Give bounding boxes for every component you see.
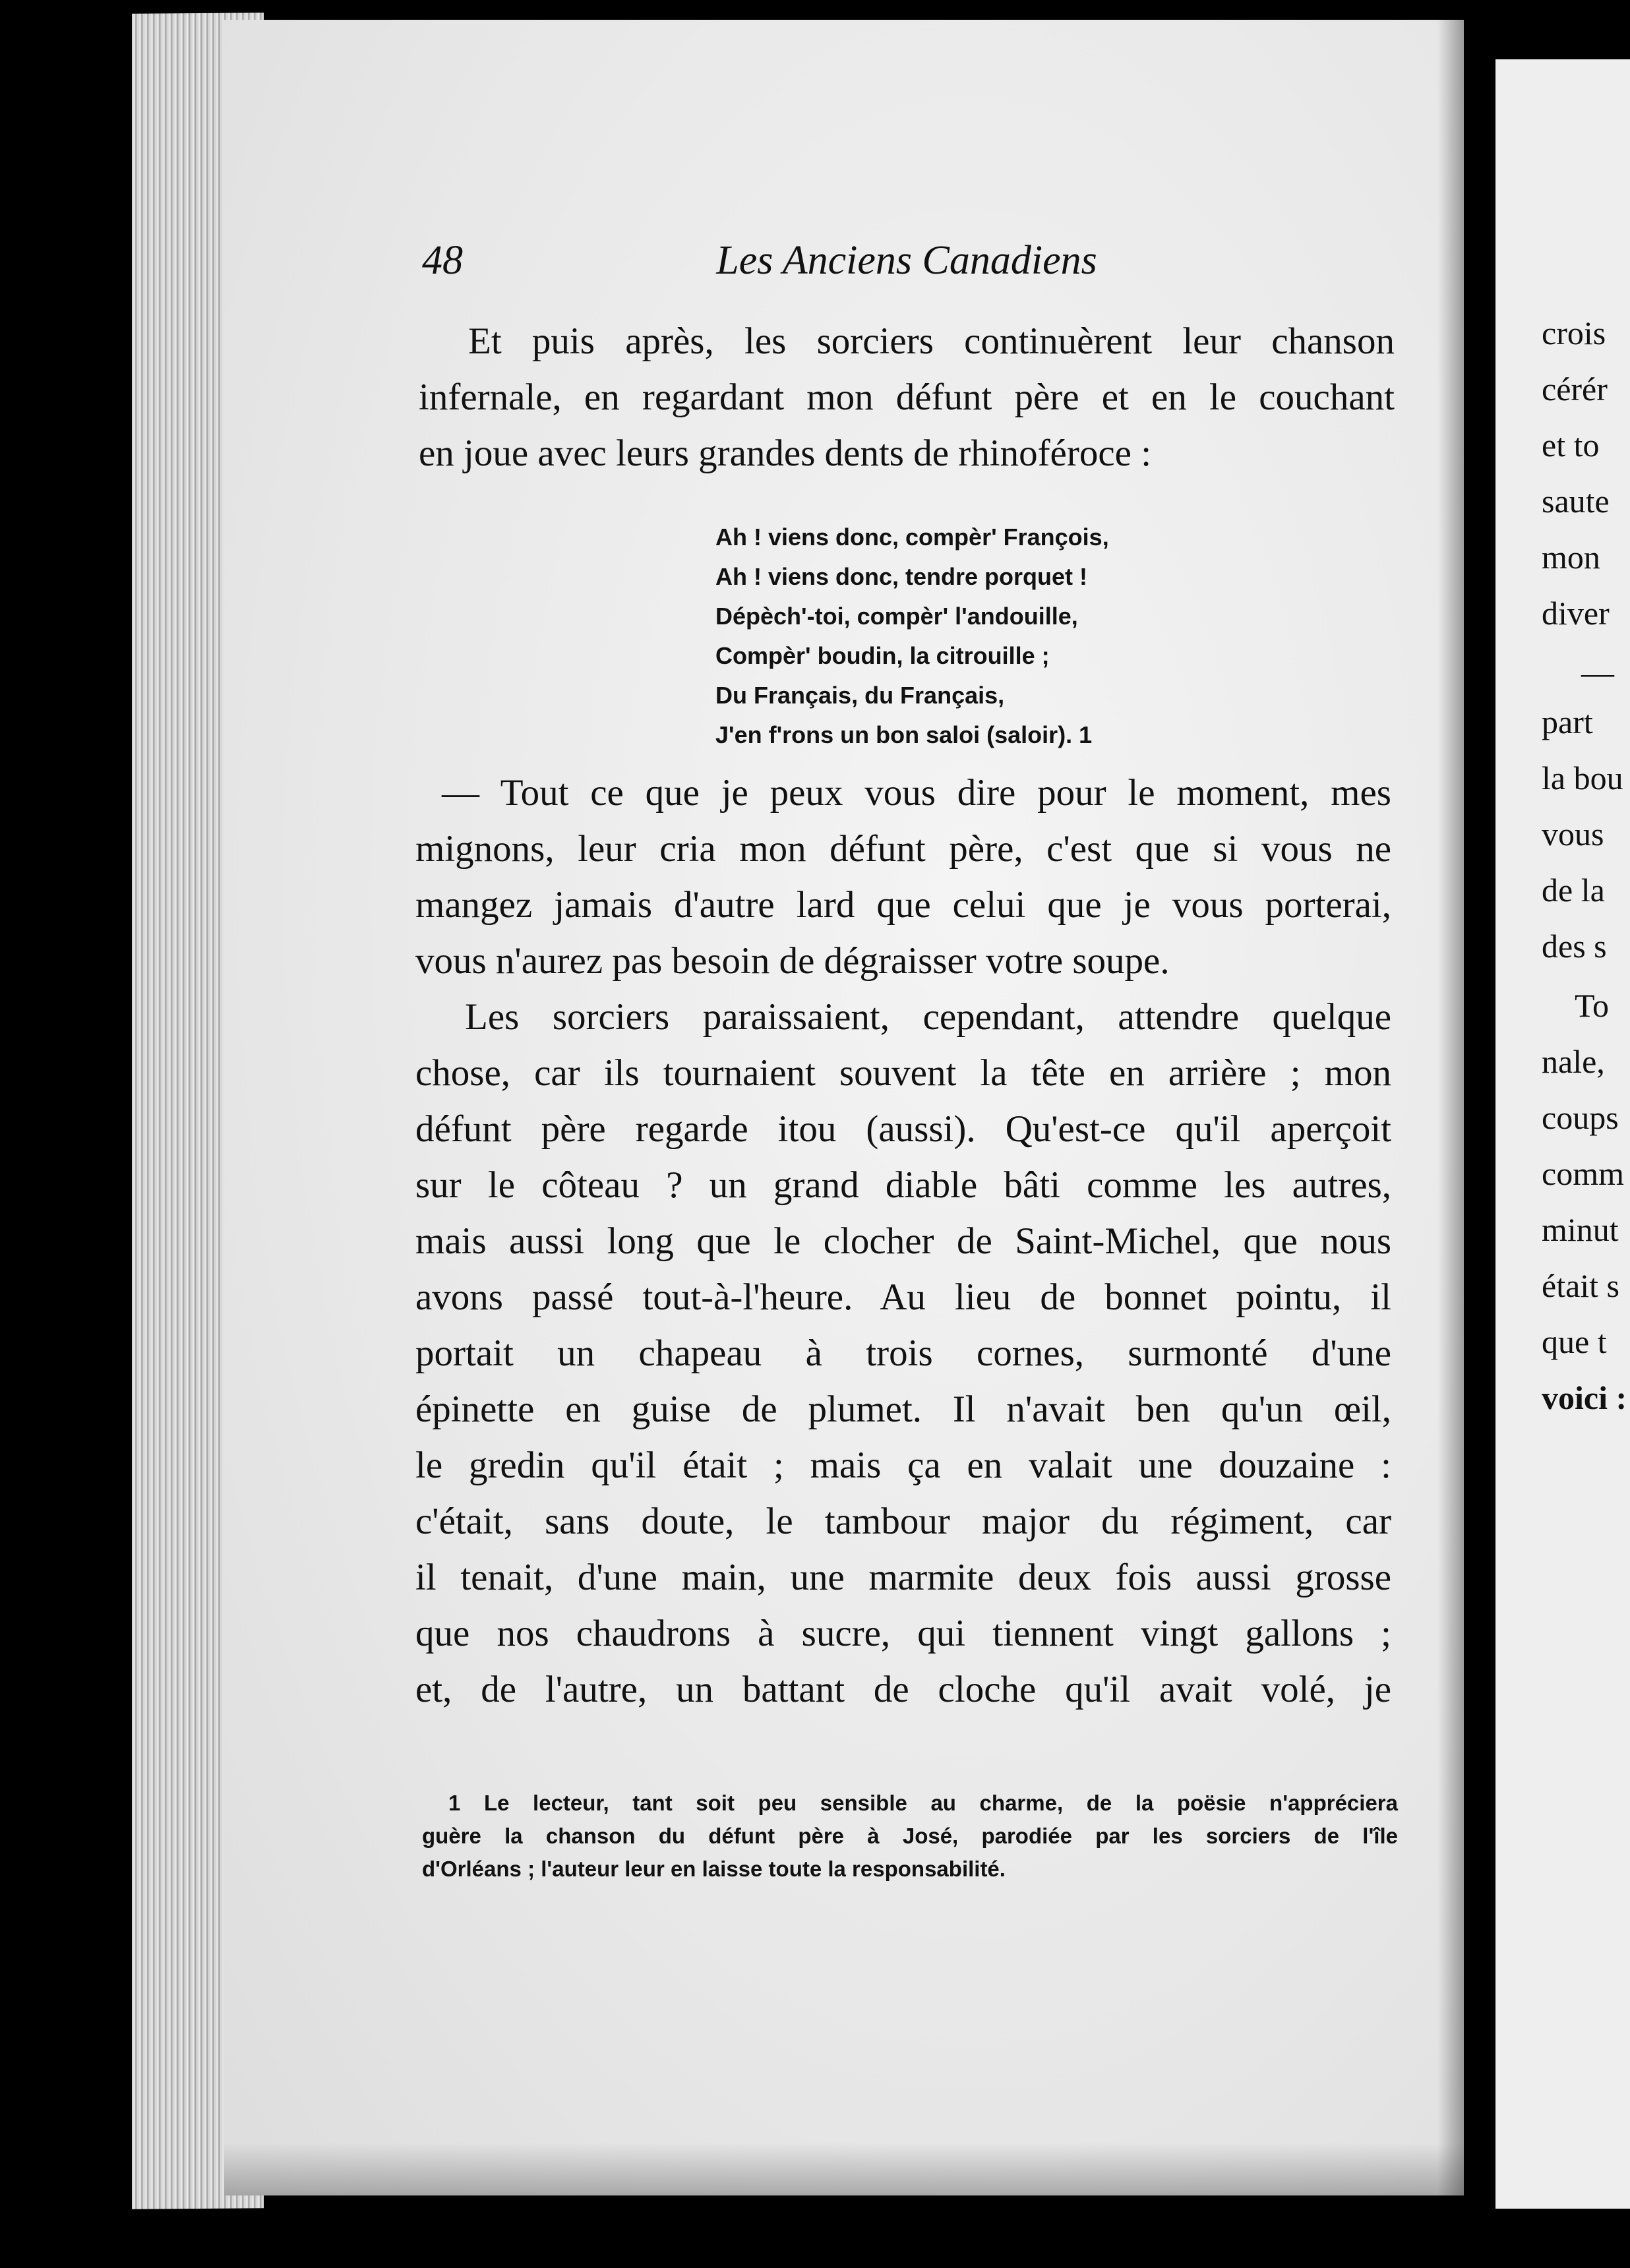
right-fragment: cérér — [1542, 371, 1608, 407]
poem-line: Dépèch'-toi, compèr' l'andouille, — [715, 603, 1078, 630]
right-fragment: de la — [1542, 872, 1605, 909]
text-line: sur le côteau ? un grand diable bâti comme les autres, — [415, 1164, 1391, 1206]
page-number: 48 — [422, 238, 463, 283]
right-fragment: était s — [1542, 1267, 1620, 1304]
poem-line: J'en f'rons un bon saloi (saloir). 1 — [715, 721, 1093, 748]
right-fragment: la bou — [1542, 760, 1623, 796]
right-fragment: To — [1575, 987, 1610, 1024]
text-line: chose, car ils tournaient souvent la tête en arrière ; mon — [415, 1052, 1391, 1094]
text-line: mangez jamais d'autre lard que celui que je vous porterai, — [415, 884, 1391, 926]
right-fragment: — — [1581, 654, 1614, 691]
right-fragment: diver — [1542, 595, 1610, 632]
paragraph-3 — [415, 989, 1391, 1717]
poem-verse — [715, 518, 1109, 755]
right-fragment: nale, — [1542, 1043, 1605, 1080]
book-title: Les Anciens Canadiens — [716, 238, 1097, 283]
right-fragment: et to — [1542, 427, 1600, 463]
text-line: mignons, leur cria mon défunt père, c'est que si vous ne — [415, 828, 1391, 870]
right-fragment: vous — [1542, 816, 1604, 852]
footnote-line: 1 Le lecteur, tant soit peu sensible au charme, de la poësie n'appréciera — [448, 1791, 1398, 1815]
text-line: avons passé tout-à-l'heure. Au lieu de bonnet pointu, il — [415, 1276, 1391, 1318]
right-fragment: mon — [1542, 539, 1600, 576]
right-fragment: que t — [1542, 1323, 1607, 1360]
text-line: Les sorciers paraissaient, cependant, attendre quelque — [465, 996, 1391, 1038]
right-fragment: part — [1542, 703, 1593, 740]
right-fragment: saute — [1542, 483, 1610, 520]
text-line: et, de l'autre, un battant de cloche qu'il avait volé, je — [415, 1669, 1391, 1710]
text-line: Et puis après, les sorciers continuèrent leur chanson — [468, 320, 1395, 362]
footnote-line: d'Orléans ; l'auteur leur en laisse toute la responsabilité. — [422, 1857, 1006, 1881]
right-fragment: des s — [1542, 928, 1607, 965]
left-page-content — [224, 20, 1464, 2195]
text-line: le gredin qu'il était ; mais ça en valait une douzaine : — [415, 1445, 1391, 1486]
text-line: mais aussi long que le clocher de Saint-Michel, que nous — [415, 1220, 1391, 1262]
poem-line: Ah ! viens donc, compèr' François, — [715, 523, 1109, 551]
text-line: vous n'aurez pas besoin de dégraisser votre soupe. — [415, 940, 1170, 982]
poem-line: Compèr' boudin, la citrouille ; — [715, 642, 1050, 669]
poem-line: Ah ! viens donc, tendre porquet ! — [715, 563, 1088, 590]
running-head — [422, 237, 1391, 290]
paragraph-2 — [415, 765, 1391, 989]
right-fragment: comm — [1542, 1155, 1624, 1192]
paragraph-1 — [419, 313, 1395, 481]
right-fragment: minut — [1542, 1211, 1619, 1248]
text-line: infernale, en regardant mon défunt père et en le couchant — [419, 376, 1395, 418]
text-line: en joue avec leurs grandes dents de rhinoféroce : — [419, 433, 1152, 474]
poem-line: Du Français, du Français, — [715, 682, 1005, 709]
right-page — [1495, 59, 1630, 2209]
text-line: portait un chapeau à trois cornes, surmonté d'une — [415, 1332, 1391, 1374]
footnote-line: guère la chanson du défunt père à José, parodiée par les sorciers de l'île — [422, 1824, 1398, 1848]
text-line: il tenait, d'une main, une marmite deux fois aussi grosse — [415, 1557, 1391, 1598]
text-line: épinette en guise de plumet. Il n'avait ben qu'un œil, — [415, 1388, 1391, 1430]
right-fragment: voici : — [1542, 1379, 1627, 1416]
footnote — [422, 1787, 1398, 1886]
right-fragment: crois — [1542, 314, 1606, 351]
text-line: défunt père regarde itou (aussi). Qu'est-ce qu'il aperçoit — [415, 1108, 1391, 1150]
right-fragment: coups — [1542, 1099, 1619, 1136]
text-line: c'était, sans doute, le tambour major du régiment, car — [415, 1501, 1391, 1542]
text-line: — Tout ce que je peux vous dire pour le moment, mes — [442, 772, 1391, 814]
text-line: que nos chaudrons à sucre, qui tiennent vingt gallons ; — [415, 1613, 1391, 1654]
